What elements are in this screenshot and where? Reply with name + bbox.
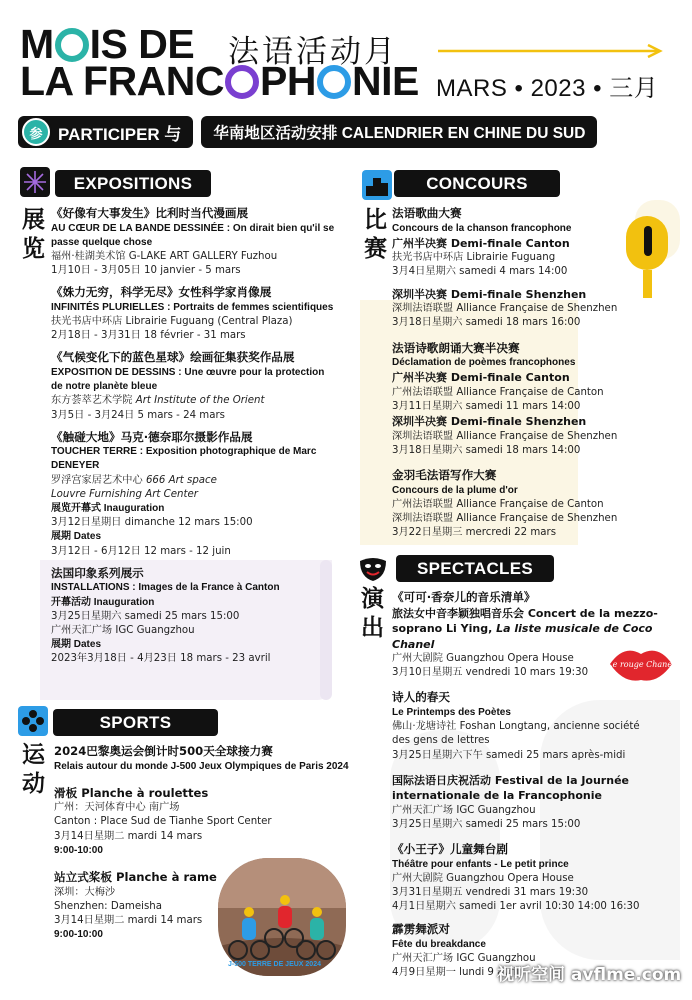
exhibit-venue: 罗浮宫家居艺术中心 666 Art space bbox=[51, 474, 217, 486]
sport-date: 3月14日星期二 mardi 14 mars bbox=[54, 830, 203, 842]
exhibit-venue: 东方荟萃艺术学院 Art Institute of the Orient bbox=[51, 395, 265, 407]
exhibit-cn-title: 《好像有大事发生》比利时当代漫画展 bbox=[51, 206, 249, 220]
sport-time: 9:00-10:00 bbox=[54, 844, 103, 856]
sport-title: 滑板 Planche à roulettes bbox=[54, 785, 209, 800]
section-title-expositions: EXPOSITIONS bbox=[55, 170, 211, 197]
contest-date: 3月4日星期六 samedi 4 mars 14:00 bbox=[392, 266, 568, 278]
arrow-right-icon bbox=[438, 44, 664, 58]
contest-venue: 广州法语联盟 Alliance Française de Canton bbox=[392, 386, 604, 398]
exhibit-venue: 福州·桂湖美术馆 G-LAKE ART GALLERY Fuzhou bbox=[51, 250, 278, 262]
show-venue: 广州大剧院 Guangzhou Opera House bbox=[392, 872, 574, 884]
calendar-pill bbox=[201, 116, 597, 148]
contest-venue: 深圳法语联盟 Alliance Française de Shenzhen bbox=[392, 430, 618, 442]
sport-venue-cn: 深圳：大梅沙 bbox=[54, 886, 116, 898]
show-item bbox=[392, 590, 660, 680]
relay-fr-title: Relais autour du monde J-500 Jeux Olympiques de Paris 2024 bbox=[54, 760, 349, 772]
contest-cn-title: 金羽毛法语写作大赛 bbox=[392, 468, 497, 483]
exhibit-item bbox=[51, 350, 336, 422]
exhibit-venue: 扶光书店中环店 Librairie Fuguang (Central Plaza) bbox=[51, 316, 293, 328]
exhibit-item bbox=[51, 206, 336, 278]
show-date: 3月10日星期五 vendredi 10 mars 19:30 bbox=[392, 667, 589, 679]
concours-list bbox=[392, 206, 652, 540]
vertical-label-expositions: 展览 bbox=[22, 207, 45, 262]
contest-cn-title: 法语歌曲大赛 bbox=[392, 206, 462, 220]
exhibit-dates: 2月18日 - 3月31日 18 février - 31 mars bbox=[51, 330, 246, 342]
contest-group bbox=[392, 341, 652, 459]
exhibit-fr-title: TOUCHER TERRE : Exposition photographique de Marc DENEYER bbox=[51, 446, 317, 472]
exhibit-period-label: 展期 Dates bbox=[51, 639, 102, 651]
exhibit-cn-title: 法国印象系列展示 bbox=[51, 565, 144, 580]
contest-date: 3月18日星期六 samedi 18 mars 14:00 bbox=[392, 444, 581, 456]
exhibit-venue: 广州天汇广场 IGC Guangzhou bbox=[51, 624, 195, 636]
exhibit-dates: 3月5日 - 3月24日 5 mars - 24 mars bbox=[51, 409, 225, 421]
vertical-label-sports: 运动 bbox=[22, 742, 45, 797]
show-subtitle: 旅法女中音李颖独唱音乐会 Concert de la mezzo-soprano Li Ying, La liste musicale de Coco Chanel bbox=[392, 606, 658, 651]
contest-group bbox=[392, 206, 652, 331]
exhibit-period-date: 3月12日 - 6月12日 12 mars - 12 juin bbox=[51, 545, 231, 557]
exhibit-period-date: 2023年3月18日 - 4月23日 18 mars - 23 avril bbox=[51, 653, 271, 665]
show-cn-title: 霹雳舞派对 bbox=[392, 922, 450, 937]
starburst-icon bbox=[20, 167, 50, 197]
sport-venue-fr: Canton : Place Sud de Tianhe Sport Center bbox=[54, 816, 272, 828]
exhibit-fr-title: INFINITÉS PLURIELLES : Portraits de femmes scientifiques bbox=[51, 301, 334, 313]
section-title-sports: SPORTS bbox=[53, 709, 218, 736]
contest-round-label: 广州半决赛 Demi-finale Canton bbox=[392, 371, 570, 385]
show-cn-title: 诗人的春天 bbox=[392, 690, 450, 705]
show-venue: 广州大剧院 Guangzhou Opera House bbox=[392, 653, 574, 664]
show-item bbox=[392, 842, 660, 914]
page-title: M IS DE LA FRANC PH NIE bbox=[20, 21, 419, 104]
exhibit-fr-title: AU CŒUR DE LA BANDE DESSINÉE : On dirait bien qu'il se passe quelque chose bbox=[51, 222, 335, 248]
participate-bar bbox=[18, 116, 597, 148]
dots-icon bbox=[18, 706, 48, 736]
contest-fr-title: Déclamation de poèmes francophones bbox=[392, 357, 576, 369]
show-date: 3月31日星期五 vendredi 31 mars 19:30 bbox=[392, 887, 589, 899]
show-cn-title: 《小王子》儿童舞台剧 bbox=[392, 842, 508, 857]
show-fr-title: Fête du breakdance bbox=[392, 938, 486, 950]
exhibit-opening-label: 展览开幕式 Inauguration bbox=[51, 503, 165, 515]
show-venue: 广州天汇广场 IGC Guangzhou bbox=[392, 953, 536, 965]
show-cn-title: 《可可·香奈儿的音乐清单》 bbox=[392, 590, 536, 604]
contest-cn-title: 法语诗歌朗诵大赛半决赛 bbox=[392, 340, 520, 355]
participate-badge: 参 bbox=[22, 118, 50, 146]
photo-caption: J-500 TERRE DE JEUX 2024 bbox=[228, 961, 321, 968]
show-cn-title: 国际法语日庆祝活动 Festival de la Journée internationale de la Francophonie bbox=[392, 773, 629, 803]
circle-o-icon bbox=[55, 28, 89, 62]
exhibit-item bbox=[51, 430, 336, 559]
show-date: 3月25日星期六 samedi 25 mars 15:00 bbox=[392, 818, 581, 830]
page-title-cn: 法语活动月 bbox=[228, 34, 398, 70]
sport-time: 9:00-10:00 bbox=[54, 929, 103, 941]
contest-date: 3月18日星期六 samedi 18 mars 16:00 bbox=[392, 317, 581, 329]
spectacles-list bbox=[392, 590, 660, 981]
contest-date: 3月22日星期三 mercredi 22 mars bbox=[392, 527, 557, 539]
contest-venue: 扶光书店中环店 Librairie Fuguang bbox=[392, 252, 556, 264]
exhibit-cn-title: 《姝力无穷，科学无尽》女性科学家肖像展 bbox=[51, 285, 272, 300]
contest-fr-title: Concours de la plume d'or bbox=[392, 484, 518, 496]
vertical-label-spectacles: 演出 bbox=[361, 586, 384, 641]
exhibit-item bbox=[51, 285, 336, 343]
exhibit-cn-title: 《触碰大地》马克·德奈耶尔摄影作品展 bbox=[51, 429, 253, 444]
show-fr-title: Théâtre pour enfants - Le petit prince bbox=[392, 858, 569, 870]
exhibit-opening-date: 3月12日星期日 dimanche 12 mars 15:00 bbox=[51, 517, 253, 529]
mask-icon bbox=[358, 553, 388, 583]
watermark: 视听空间 avflme.com bbox=[497, 965, 682, 985]
exhibit-list bbox=[51, 206, 336, 667]
lipstick-text: Le rouge Chanel bbox=[607, 660, 675, 669]
participate-label: PARTICIPER 与 bbox=[58, 124, 182, 144]
contest-round-label: 广州半决赛 Demi-finale Canton bbox=[392, 236, 570, 250]
contest-venue: 深圳法语联盟 Alliance Française de Shenzhen bbox=[392, 303, 618, 315]
show-date: 4月1日星期六 samedi 1er avril 10:30 14:00 16:30 bbox=[392, 901, 640, 913]
show-venue: 佛山·龙塘诗社 Foshan Longtang, ancienne société des gens de lettres bbox=[392, 721, 640, 747]
sport-venue-cn: 广州：天河体育中心 南广场 bbox=[54, 802, 180, 814]
show-venue: 广州天汇广场 IGC Guangzhou bbox=[392, 804, 536, 816]
exhibit-fr-title: EXPOSITION DE DESSINS : Une œuvre pour la protection de notre planète bleue bbox=[51, 366, 325, 393]
contest-venue: 广州法语联盟 Alliance Française de Canton bbox=[392, 498, 604, 510]
participate-pill bbox=[18, 116, 193, 148]
vertical-label-concours: 比赛 bbox=[364, 207, 387, 262]
section-title-spectacles: SPECTACLES bbox=[396, 555, 554, 582]
show-date: 3月25日星期六下午 samedi 25 mars après-midi bbox=[392, 749, 626, 761]
exhibit-dates: 1月10日 - 3月05日 10 janvier - 5 mars bbox=[51, 265, 241, 277]
exhibit-period-label: 展期 Dates bbox=[51, 531, 102, 543]
relay-cn-title: 2024巴黎奥运会倒计时500天全球接力赛 bbox=[54, 744, 273, 758]
exhibit-fr-title: INSTALLATIONS : Images de la France à Canton bbox=[51, 582, 280, 594]
sport-venue-fr: Shenzhen: Dameisha bbox=[54, 900, 162, 912]
contest-date: 3月11日星期六 samedi 11 mars 14:00 bbox=[392, 400, 581, 412]
date-line: MARS • 2023 • 三月 bbox=[436, 75, 659, 102]
sport-item bbox=[54, 786, 354, 858]
contest-round-label: 深圳半决赛 Demi-finale Shenzhen bbox=[392, 415, 587, 429]
exhibit-opening-date: 3月25日星期六 samedi 25 mars 15:00 bbox=[51, 610, 240, 622]
sport-date: 3月14日星期二 mardi 14 mars bbox=[54, 914, 203, 926]
show-item bbox=[392, 773, 660, 832]
cyclists-photo bbox=[218, 858, 346, 976]
show-fr-title: Le Printemps des Poètes bbox=[392, 706, 511, 718]
exhibit-item bbox=[51, 566, 336, 667]
show-date: 4月9日星期一 lundi 9 avril bbox=[392, 967, 520, 979]
exhibit-venue-fr: Louvre Furnishing Art Center bbox=[51, 488, 198, 500]
podium-icon bbox=[362, 170, 392, 200]
contest-group bbox=[392, 468, 652, 540]
sport-title: 站立式桨板 Planche à rame bbox=[54, 870, 217, 885]
exhibit-opening-label: 开幕活动 Inauguration bbox=[51, 596, 155, 608]
contest-fr-title: Concours de la chanson francophone bbox=[392, 222, 572, 234]
contest-venue: 深圳法语联盟 Alliance Française de Shenzhen bbox=[392, 512, 618, 524]
calendar-label: 华南地区活动安排 CALENDRIER EN CHINE DU SUD bbox=[213, 125, 586, 142]
exhibit-cn-title: 《气候变化下的蓝色星球》绘画征集获奖作品展 bbox=[51, 350, 295, 365]
contest-round-label: 深圳半决赛 Demi-finale Shenzhen bbox=[392, 287, 587, 301]
section-title-concours: CONCOURS bbox=[394, 170, 560, 197]
show-item bbox=[392, 690, 660, 762]
